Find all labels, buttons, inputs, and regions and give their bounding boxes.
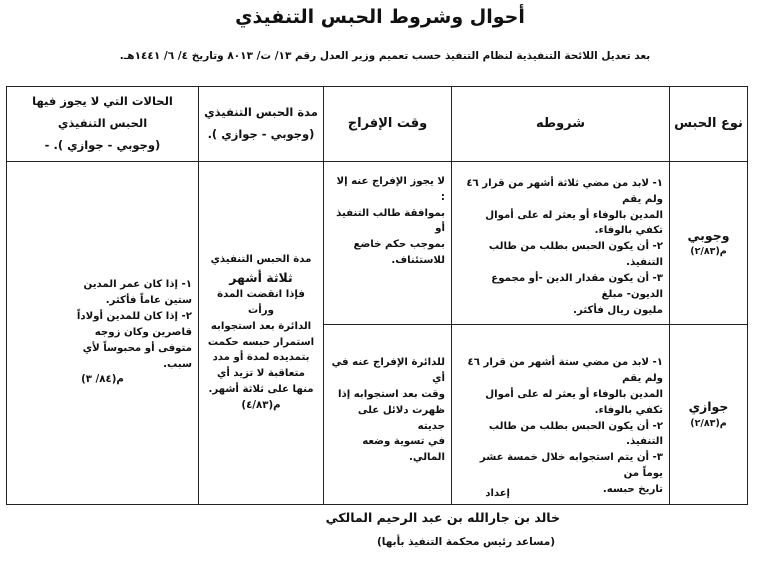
header-type: نوع الحبس <box>670 87 748 162</box>
author-name: خالد بن جارالله بن عبد الرحيم المالكي <box>325 510 560 525</box>
header-conditions: شروطه <box>452 87 670 162</box>
exceptions-ref: م(٨٤/ ٣) <box>81 374 124 386</box>
row1-type-name: وجوبي <box>687 228 730 244</box>
row1-release-3: بموجب حكم خاضع <box>353 239 445 251</box>
row2-release-1: للدائرة الإفراج عنه في أي <box>331 357 445 385</box>
row2-cond-5: تاريخ حبسه. <box>602 483 663 495</box>
row2-release-3: ظهرت دلائل على جديته <box>357 404 445 432</box>
duration-ref: م(٤/٨٣) <box>241 399 281 411</box>
duration-big: ثلاثة أشهر <box>229 269 293 285</box>
row2-cond-4: ٣- أن يتم استجوابه خلال خمسة عشر يوماً من <box>479 452 663 479</box>
duration-line-f: منها على ثلاثة أشهر. <box>208 384 314 396</box>
exceptions-line-5: متوفى أو محبوساً لأي <box>82 342 192 354</box>
duration-line-a: فإذا انقضت المدة ورأت <box>217 289 305 316</box>
row2-type-ref: م(٢/٨٣) <box>690 417 727 429</box>
author-position: (مساعد رئيس محكمة التنفيذ بأبها) <box>376 536 555 548</box>
row1-cond-4: ٣- أن يكون مقدار الدين -أو مجموع الديون- مبلغ <box>491 272 663 300</box>
conditions-table <box>6 86 748 505</box>
header-exceptions-line3: (وجوبي - جوازي ). - <box>44 137 161 152</box>
row2-conditions <box>452 325 670 504</box>
header-exceptions <box>7 87 199 162</box>
header-duration <box>199 87 324 162</box>
row2-cond-2: المدين بالوفاء أو يعثر له على أموال تكفي بالوفاء. <box>485 388 663 416</box>
row2-type-name: جوازي <box>688 399 729 415</box>
header-duration-line1: مدة الحبس التنفيذي <box>204 105 318 120</box>
row1-cond-1: ١- لابد من مضي ثلاثة أشهر من قرار ٤٦ ولم يقم <box>466 178 663 205</box>
row2-type <box>670 325 748 504</box>
header-exceptions-line1: الحالات التي لا يجوز فيها <box>32 94 173 109</box>
table-row <box>7 162 748 325</box>
row1-cond-5: مليون ريال فأكثر. <box>573 304 663 316</box>
page-title: أحوال وشروط الحبس التنفيذي <box>235 6 525 28</box>
row2-release-4: في تسوية وضعه المالي. <box>362 436 445 464</box>
row2-cond-1: ١- لابد من مضي ستة أشهر من قرار ٤٦ ولم يقم <box>467 357 663 385</box>
header-release: وقت الإفراج <box>324 87 452 162</box>
row1-cond-3: ٢- أن يكون الحبس بطلب من طالب التنفيذ. <box>488 241 663 269</box>
exceptions-line-3: ٢- إذا كان للمدين أولاداً <box>76 311 192 323</box>
exceptions-line-4: قاصرين وكان زوجه <box>94 326 192 338</box>
row1-release-2: بموافقة طالب التنفيذ أو <box>336 207 445 235</box>
row2-release-2: وقت بعد استجوابه إذا <box>338 388 445 400</box>
duration-line-d: بتمديده لمدة أو مدد <box>212 352 310 364</box>
row1-conditions <box>452 162 670 325</box>
row1-type-ref: م(٢/٨٣) <box>690 246 727 258</box>
page-subtitle: بعد تعديل اللائحة التنفيذية لنظام التنفيذ حسب تعميم وزير العدل رقم ١٣/ ت/ ٨٠١٣ وتاريخ ٤/ ٦/ ١٤٤١هـ. <box>119 50 651 62</box>
duration-line-e: متعاقبة لا تزيد أي <box>217 368 305 380</box>
prepared-by-label: إعداد <box>485 488 510 499</box>
table-header-row <box>7 87 748 162</box>
exceptions-line-6: سبب. <box>163 358 192 370</box>
duration-line1: مدة الحبس التنفيذي <box>210 253 312 265</box>
row1-cond-2: المدين بالوفاء أو يعثر له على أموال تكفي بالوفاء. <box>485 209 663 237</box>
exceptions-line-2: ستين عاماً فأكثر. <box>105 295 192 307</box>
exceptions-line-1: ١- إذا كان عمر المدين <box>83 279 192 291</box>
header-duration-line2: (وجوبي - جوازي ). <box>207 127 315 141</box>
header-exceptions-line2: الحبس التنفيذي <box>57 116 148 131</box>
duration-cell <box>199 162 324 505</box>
row1-type <box>670 162 748 325</box>
row2-cond-3: ٢- أن يكون الحبس بطلب من طالب التنفيذ. <box>488 420 663 448</box>
row1-release <box>324 162 452 325</box>
duration-line-b: الدائرة بعد استجوابه <box>210 320 312 332</box>
row1-release-1: لا يجوز الإفراج عنه إلا : <box>336 176 445 203</box>
row1-release-4: للاستئناف. <box>391 255 445 267</box>
duration-line-c: استمرار حبسه حكمت <box>207 336 315 348</box>
row2-release <box>324 325 452 504</box>
exceptions-cell <box>7 162 199 505</box>
